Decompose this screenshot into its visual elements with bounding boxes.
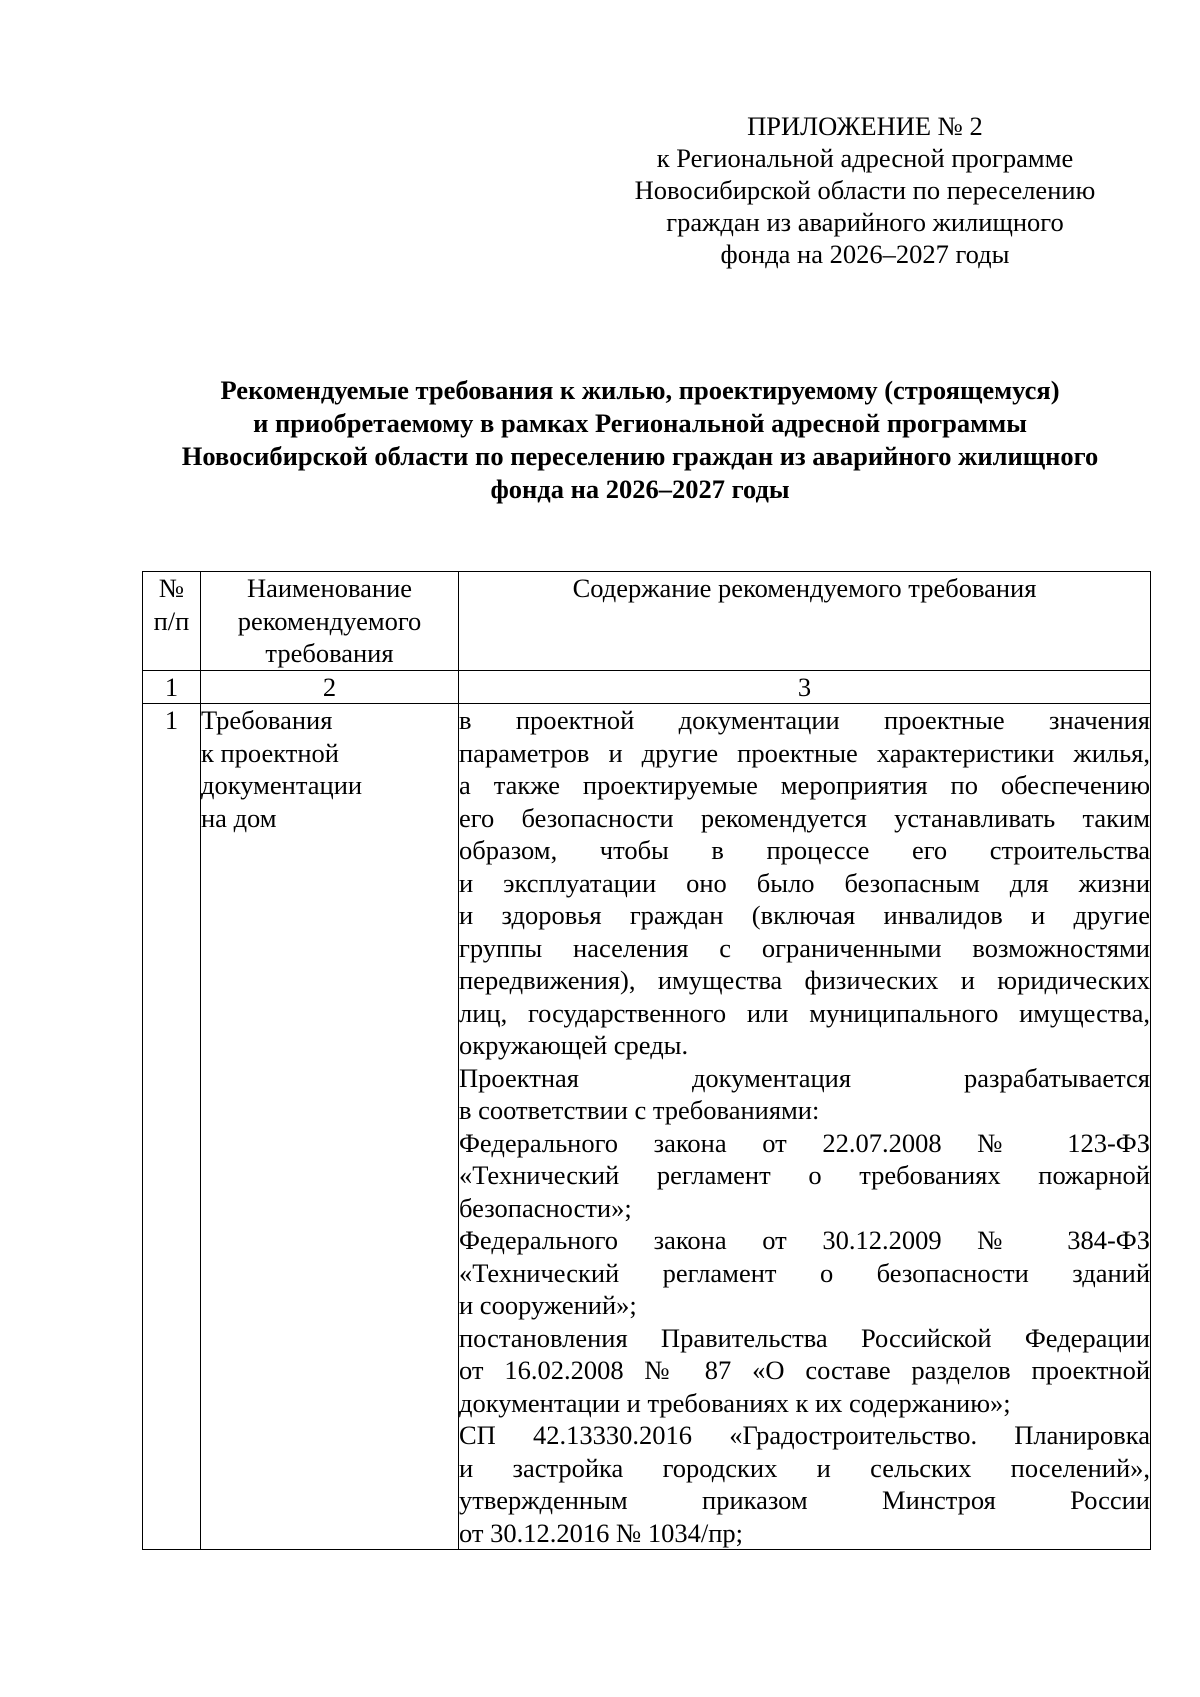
- appendix-reference-line: Новосибирской области по переселению: [634, 175, 1096, 205]
- content-line: утвержденным приказом Минстроя России: [459, 1485, 1150, 1515]
- header-number-symbol: №: [158, 573, 185, 603]
- document-title-line: и приобретаемому в рамках Региональной адресной программы: [253, 408, 1027, 438]
- header-name-line: требования: [265, 638, 394, 668]
- table-index-row: [143, 670, 1151, 704]
- content-line: лиц, государственного или муниципального имущества,: [459, 997, 1150, 1028]
- content-line: передвижения), имущества физических и юридических: [459, 965, 1150, 995]
- appendix-reference-line: граждан из аварийного жилищного: [666, 207, 1064, 237]
- content-line: Проектная документация разрабатывается: [459, 1062, 1150, 1093]
- appendix-number: ПРИЛОЖЕНИЕ № 2: [747, 111, 983, 141]
- document-title: [140, 374, 1140, 506]
- requirements-table: [142, 571, 1151, 1550]
- header-name-line: рекомендуемого: [237, 605, 422, 636]
- column-index: 3: [459, 670, 1151, 704]
- header-requirement-content: Содержание рекомендуемого требования: [459, 572, 1151, 671]
- requirement-name-line: Требования: [201, 705, 333, 735]
- document-title-line: фонда на 2026–2027 годы: [490, 474, 790, 504]
- content-line: СП 42.13330.2016 «Градостроительство. Планировка: [459, 1420, 1150, 1450]
- header-name-line: Наименование: [246, 573, 413, 603]
- content-line: его безопасности рекомендуется устанавливать таким: [459, 802, 1150, 833]
- appendix-reference-line: фонда на 2026–2027 годы: [720, 239, 1010, 269]
- content-line: «Технический регламент о требованиях пожарной: [459, 1160, 1150, 1190]
- content-line: окружающей среды.: [459, 1030, 689, 1060]
- document-title-line: Рекомендуемые требования к жилью, проектируемому (строящемуся): [220, 375, 1060, 405]
- header-requirement-name: [201, 572, 459, 671]
- row-requirement-name: [201, 704, 459, 1550]
- content-line: документации и требованиях к их содержанию»;: [459, 1387, 1011, 1418]
- content-line: безопасности»;: [459, 1192, 632, 1223]
- content-line: в проектной документации проектные значения: [459, 705, 1150, 735]
- content-line: и здоровья граждан (включая инвалидов и другие: [459, 900, 1150, 930]
- row-requirement-content: [459, 704, 1151, 1550]
- requirement-name-line: на дом: [201, 802, 277, 833]
- content-line: группы населения с ограниченными возможностями: [459, 932, 1150, 963]
- content-line: и сооружений»;: [459, 1290, 637, 1320]
- content-line: параметров и другие проектные характеристики жилья,: [459, 737, 1150, 768]
- requirement-name-line: документации: [201, 770, 363, 800]
- table-header-row: [143, 572, 1151, 671]
- content-line: образом, чтобы в процессе его строительства: [459, 835, 1150, 865]
- content-line: в соответствии с требованиями:: [459, 1095, 820, 1125]
- content-line: Федерального закона от 22.07.2008 № 123-ФЗ: [459, 1127, 1150, 1158]
- appendix-reference-line: к Региональной адресной программе: [656, 143, 1074, 173]
- content-line: и застройка городских и сельских поселений»,: [459, 1452, 1150, 1483]
- content-line: от 16.02.2008 № 87 «О составе разделов проектной: [459, 1355, 1150, 1385]
- content-line: от 30.12.2016 № 1034/пр;: [459, 1517, 744, 1548]
- column-index: 1: [143, 670, 201, 704]
- header-number-abbrev: п/п: [153, 605, 190, 636]
- content-line: Федерального закона от 30.12.2009 № 384-ФЗ: [459, 1225, 1150, 1255]
- content-line: «Технический регламент о безопасности зданий: [459, 1257, 1150, 1288]
- document-title-line: Новосибирской области по переселению граждан из аварийного жилищного: [181, 441, 1099, 471]
- appendix-header: [600, 110, 1130, 270]
- content-line: и эксплуатации оно было безопасным для жизни: [459, 867, 1150, 898]
- header-number: [143, 572, 201, 671]
- requirement-name-line: к проектной: [201, 737, 339, 768]
- content-line: а также проектируемые мероприятия по обеспечению: [459, 770, 1150, 800]
- row-number: 1: [143, 704, 201, 1550]
- table-row: [143, 704, 1151, 1550]
- column-index: 2: [201, 670, 459, 704]
- content-line: постановления Правительства Российской Федерации: [459, 1322, 1150, 1353]
